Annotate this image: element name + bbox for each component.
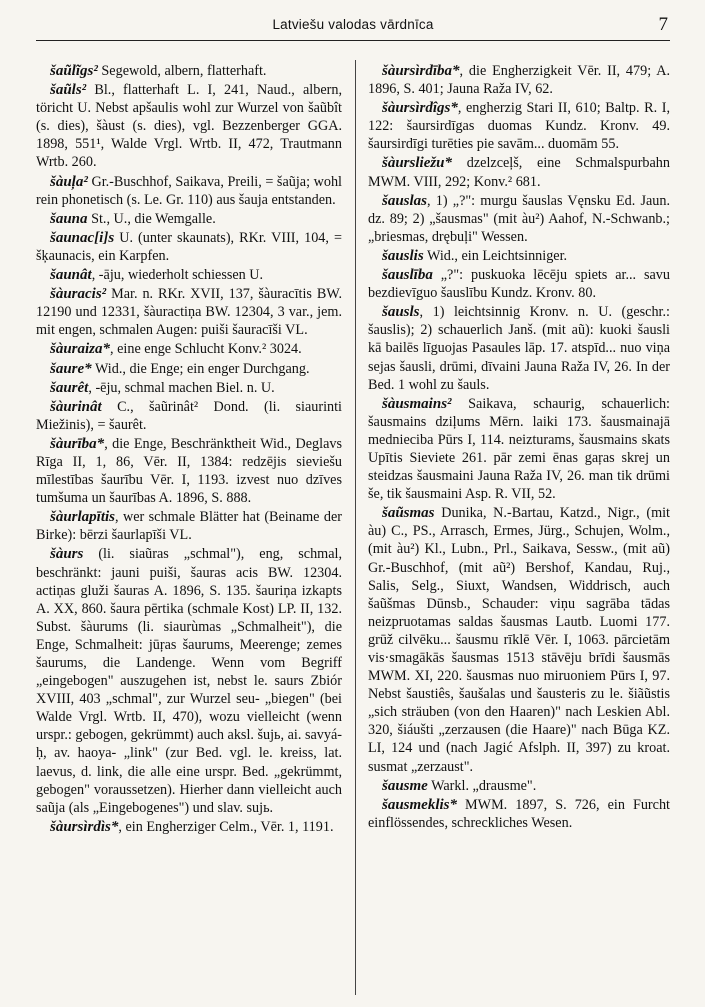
entry-definition: Bl., flatterhaft L. I, 241, Naud., albern, töricht U. Nebst apšaulis wohl zur Wurzel von šaũbît (s. dies), šàust (s. dies), vgl. Bezzenberger GGA. 1898, 551¹, Walde Vrgl. Wrtb. II, 472, Trautmann Wrtb. 260. xyxy=(36,82,342,171)
dictionary-entry xyxy=(36,173,342,209)
entry-headword: šàursìrdìs* xyxy=(50,818,119,835)
entry-headword: šaũlĩgs² xyxy=(50,63,98,79)
entry-headword: šausme xyxy=(382,777,428,794)
dictionary-entry xyxy=(36,435,342,507)
dictionary-entry xyxy=(36,62,342,80)
dictionary-entry xyxy=(36,360,342,378)
entry-headword: šàursliežu* xyxy=(382,155,453,172)
entry-definition: , die Enge, Beschränktheit Wid., Deglavs Rīga II, 1, 86, Vēr. II, 1384: redzējis sieviešu mīlestības šaurību Vēr. I, 1193. izvest nuo dzīves tumšuma un šaurības A. 1896, S. 888. xyxy=(36,435,342,507)
entry-headword: šaũls² xyxy=(50,82,87,99)
left-column xyxy=(36,62,342,997)
entry-headword: šauslas xyxy=(382,192,428,209)
entry-definition: „?": puskuoka lēcēju spiets ar... savu bezdievīguo šauslību Kundz. Kronv. 80. xyxy=(368,267,670,302)
entry-headword: šàurlapītis xyxy=(50,509,116,526)
entry-headword: šàurinât xyxy=(50,398,102,415)
dictionary-entry xyxy=(368,99,670,153)
dictionary-entry xyxy=(36,545,342,816)
dictionary-entry xyxy=(36,379,342,397)
entry-definition: Gr.-Buschhof, Saikava, Preili, = šaũja; wohl rein phonetisch (s. Le. Gr. 110) aus šauja entstanden. xyxy=(36,173,342,208)
entry-headword: šàurība* xyxy=(50,435,105,452)
dictionary-entry xyxy=(368,504,670,775)
entry-definition: Mar. n. RKr. XVII, 137, šàuracītis BW. 12190 und 12331, šàuractiņa BW. 12304, 3 var., jem. mit engen, schmalen Augen: puiši šauracīši VL. xyxy=(36,286,342,339)
entry-headword: šaurêt xyxy=(50,379,89,396)
dictionary-entry xyxy=(36,229,342,265)
entry-definition: dzelzceļš, eine Schmalspurbahn MWM. VIII, 292; Konv.² 681. xyxy=(368,155,670,190)
entry-definition: Wid., ein Leichtsinniger. xyxy=(423,247,568,264)
entry-definition: Segewold, albern, flatterhaft. xyxy=(97,63,267,79)
dictionary-entry xyxy=(368,154,670,190)
entry-headword: šàusmains² xyxy=(382,395,452,412)
entry-definition: Saikava, schaurig, schauerlich: šausmains dziļums Mērn. laiki 173. šausmainajā mednieciba Pūrs I, 114. neizturams, šausmains skats Upītis Sieviete 261. pār zemi ēnas gaŗas skrej un steidzas šausmaini Jauna Raža IV, 26. man tik drūmi še, tik šausmaini Asp. R. VII, 52. xyxy=(368,395,670,503)
dictionary-entry xyxy=(36,398,342,434)
page-header xyxy=(36,10,670,41)
entry-definition: U. (unter skaunats), RKr. VIII, 104, = šķaunacis, ein Karpfen. xyxy=(36,229,342,264)
dictionary-entry xyxy=(368,266,670,302)
entry-headword: šausls xyxy=(382,304,420,321)
entry-headword: šauslis xyxy=(382,247,424,264)
entry-headword: šàuraiza* xyxy=(50,341,111,358)
column-divider xyxy=(355,60,356,995)
entry-headword: šàurs xyxy=(50,546,84,563)
dictionary-entry xyxy=(368,192,670,246)
entry-definition: , die Engherzigkeit Vēr. II, 479; A. 1896, S. 401; Jauna Raža IV, 62. xyxy=(368,63,670,98)
entry-headword: šàursìrdîgs* xyxy=(382,100,458,117)
entry-definition: (li. siaũras „schmal"), eng, schmal, beschränkt: jauni puiši, šauras acis BW. 12304. actiņas gluži šauras A. 1896, S. 135. šauriņa izkapts A. XX, 860. šaura pērtika (schmale Kost) LP. II, 132. Subst. šàurums (li. siaurùmas „Schmalheit"), die Enge, Schmalheit: jūŗas šaurums, Meerenge; zemes šaurums, die Landenge. Wenn vom Begriff „eingebogen" auszugehen ist, nebst le. saurs Zbiór XVIII, 403 „schmal", zur Wurzel seu- „biegen" (bei Walde Vrgl. Wrtb. II, 470), wozu vielleicht (wenn urspr.: gebogen, gekrümmt) auch aksl. šujь, ai. savyá-ḥ, av. haoya- „link" (zur Bed. vgl. le. kreiss, lat. laevus, d. link, die alle eine urspr. Bed. „gekrümmt, gebogen" voraussetzen). Hierher dann vielleicht auch saũja (als „Eingebogenes") und slav. sujь. xyxy=(36,546,342,816)
dictionary-entry xyxy=(36,818,342,836)
page-number: 7 xyxy=(658,14,668,35)
entry-headword: šaunât xyxy=(50,267,92,284)
dictionary-entry xyxy=(368,62,670,98)
entry-headword: šàuracis² xyxy=(50,286,107,303)
entry-definition: Warkl. „drausme". xyxy=(427,777,537,794)
entry-headword: šaure* xyxy=(50,360,92,377)
dictionary-entry xyxy=(368,247,670,265)
dictionary-entry xyxy=(36,340,342,358)
running-title: Latviešu valodas vārdnīca xyxy=(272,17,434,32)
dictionary-entry xyxy=(368,303,670,393)
dictionary-entry xyxy=(368,777,670,795)
entry-definition: , wer schmale Blätter hat (Beiname der Birke): bērzi šaurlapīši VL. xyxy=(36,509,342,544)
entry-definition: , -āju, wiederholt schiessen U. xyxy=(91,267,264,284)
dictionary-entry xyxy=(36,81,342,171)
entry-headword: šauslība xyxy=(382,267,433,284)
entry-headword: šausmeklis* xyxy=(382,796,458,813)
entry-headword: šauna xyxy=(50,210,88,227)
dictionary-entry xyxy=(368,796,670,832)
entry-definition: , -ēju, schmal machen Biel. n. U. xyxy=(88,379,275,396)
entry-definition: Dunika, N.-Bartau, Katzd., Nigr., (mit àu) C., PS., Arrasch, Ermes, Jürg., Schujen, Wolm., (mit àu²) Kl., Lubn., Prl., Saikava, Sessw., (mit aũ) Gr.-Buschhof, (mit aũ²) Bershof, Kandau, Ruj., Salis, Selg., Siuxt, Wandsen, Widdrisch, auch šaũšmas Dūnsb., Schauder: viņu sagrāba tādas neizpruotamas saldas šausmas Lautb. Luomi 177. grūž cilvēku... šausmu rīklē Vēr. I, 1063. pārcietām vis·smagākās šausmas 1513 stāvēju brīdi šausmās MWM. XI, 220. šausmas nuo miruoniem Pūrs I, 97. Nebst šaustiês, šaušalas und šausteris zu le. šiãũstis „sich sträuben (von den Haaren)" nach Leskien Abl. 320, šiáušti „zerzausen (die Haare)" nach Būga KZ. LI, 124 und (nach Jagić Afslph. II, 397) zu kroat. susmat „zerzaust". xyxy=(368,505,670,775)
entry-definition: , eine enge Schlucht Konv.² 3024. xyxy=(110,341,302,358)
entry-definition: St., U., die Wemgalle. xyxy=(87,210,216,227)
dictionary-entry xyxy=(36,266,342,284)
entry-definition: , 1) „?": murgu šauslas Vęnsku Ed. Jaun. dz. 89; 2) „šausmas" (mit àu²) Aahof, N.-Schwanb.; „briesmas, drębuļi" Wessen. xyxy=(368,192,670,245)
entry-definition: C., šaũrinât² Dond. (li. siaurinti Miežinis), = šaurêt. xyxy=(36,398,342,433)
dictionary-entry xyxy=(36,285,342,339)
entry-definition: , 1) leichtsinnig Kronv. n. U. (geschr.: šauslis); 2) schauerlich Janš. (mit aũ): kuoki šausli kā bailēs līguojas Pasaules lāp. 17. atspīd... nuo viņa sejas šausli, drūmi, dīvaini Jauna Raža IV, 26. In der Bed. 1 wohl zu šauls. xyxy=(368,304,670,393)
entry-headword: šaunac[i]s xyxy=(50,229,115,246)
entry-definition: , engherzig Stari II, 610; Baltp. R. I, 122: šaursirdīgas duomas Kundz. Kronv. 49. šaursirdīgi turēties pie savām... duomām 55. xyxy=(368,100,670,153)
dictionary-entry xyxy=(36,508,342,544)
entry-definition: Wid., die Enge; ein enger Durchgang. xyxy=(91,360,310,377)
entry-headword: šàursìrdība* xyxy=(382,63,460,79)
entry-headword: šàuļa² xyxy=(50,173,88,190)
entry-definition: MWM. 1897, S. 726, ein Furcht einflössendes, schreckliches Wesen. xyxy=(368,796,670,831)
entry-headword: šaũsmas xyxy=(382,505,435,522)
right-column xyxy=(368,62,670,997)
dictionary-entry xyxy=(368,395,670,504)
entry-definition: , ein Engherziger Celm., Vēr. 1, 1191. xyxy=(118,818,334,835)
dictionary-entry xyxy=(36,210,342,228)
